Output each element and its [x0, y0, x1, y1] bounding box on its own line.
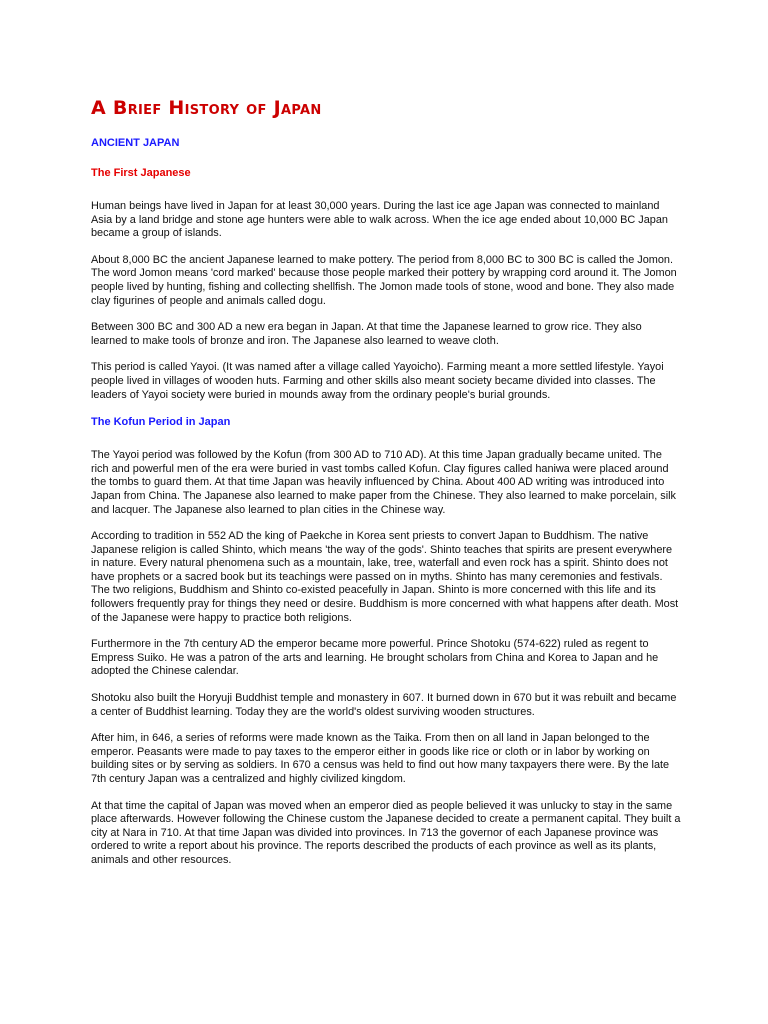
paragraph: About 8,000 BC the ancient Japanese learned to make pottery. The period from 8,000 BC to 300 BC is called the Jomon. The word Jomon means 'cord marked' because those people marked their pottery by wrapping cord around it. The Jomon people lived by hunting, fishing and collecting shellfish. The Jomon made tools of stone, wood and bone. They also made clay figurines of people and animals called dogu.: [91, 253, 677, 307]
paragraph: According to tradition in 552 AD the king of Paekche in Korea sent priests to convert Japan to Buddhism. The native Japanese religion is called Shinto, which means 'the way of the gods'. Shinto teaches that spirits are present everywhere in nature. Every natural phenomena such as a mountain, lake, tree, waterfall and even rock has a spirit. Shinto does not have prophets or a sacred book but its teachings were passed on in myths. Shinto has many ceremonies and festivals. The two religions, Buddhism and Shinto co-existed peacefully in Japan. Shinto is more concerned with this life and its followers frequently pray for things they need or desire. Buddhism is more concerned with what happens after death. Most of the Japanese were happy to practice both religions.: [91, 530, 679, 624]
paragraph: The Yayoi period was followed by the Kofun (from 300 AD to 710 AD). At this time Japan gradually became united. The rich and powerful men of the era were buried in vast tombs called Kofun. Clay figures called haniwa were placed around the tombs to guard them. At that time Japan was heavily influenced by China. About 400 AD writing was introduced into Japan from China. The Japanese also learned to make paper from the Chinese. They also learned to make porcelain, silk and lacquer. The Japanese also learned to plan cities in the Chinese way.: [91, 449, 676, 516]
subheading-first-japanese: The First Japanese: [91, 167, 191, 179]
section-heading-ancient-japan: ANCIENT JAPAN: [91, 137, 180, 149]
paragraph: At that time the capital of Japan was moved when an emperor died as people believed it was unlucky to stay in the same place afterwards. However following the Chinese custom the Japanese decided to create a permanent capital. They built a city at Nara in 710. At that time Japan was divided into provinces. In 713 the governor of each Japanese province was ordered to write a report about his province. The reports described the products of each province as well as its plants, animals and other resources.: [91, 799, 681, 866]
paragraph: This period is called Yayoi. (It was named after a village called Yayoicho). Farming meant a more settled lifestyle. Yayoi people lived in villages of wooden huts. Farming and other skills also meant society became divided into classes. The leaders of Yayoi society were buried in mounds away from the ordinary people's burial grounds.: [91, 361, 664, 401]
subheading-kofun-period: The Kofun Period in Japan: [91, 416, 231, 429]
document-body: [91, 96, 681, 881]
paragraph: Furthermore in the 7th century AD the emperor became more powerful. Prince Shotoku (574-622) ruled as regent to Empress Suiko. He was a patron of the arts and learning. He brought scholars from China and Korea to Japan and he adopted the Chinese calendar.: [91, 638, 659, 678]
paragraph: After him, in 646, a series of reforms were made known as the Taika. From then on all land in Japan belonged to the emperor. Peasants were made to pay taxes to the emperor either in goods like rice or cloth or in labor by working on building sites or by serving as soldiers. In 670 a census was held to find out how many taxpayers there were. By the late 7th century Japan was a centralized and highly civilized kingdom.: [91, 732, 670, 785]
document-title: A Brief History of Japan: [91, 97, 322, 119]
paragraph: Shotoku also built the Horyuji Buddhist temple and monastery in 607. It burned down in 670 but it was rebuilt and became a center of Buddhist learning. Today they are the world's oldest surviving wooden structures.: [91, 692, 677, 718]
paragraph: Human beings have lived in Japan for at least 30,000 years. During the last ice age Japan was connected to mainland Asia by a land bridge and stone age hunters were able to walk across. When the ice age ended about 10,000 BC Japan became a group of islands.: [91, 200, 668, 240]
paragraph: Between 300 BC and 300 AD a new era began in Japan. At that time the Japanese learned to grow rice. They also learned to make tools of bronze and iron. The Japanese also learned to weave cloth.: [91, 321, 642, 347]
